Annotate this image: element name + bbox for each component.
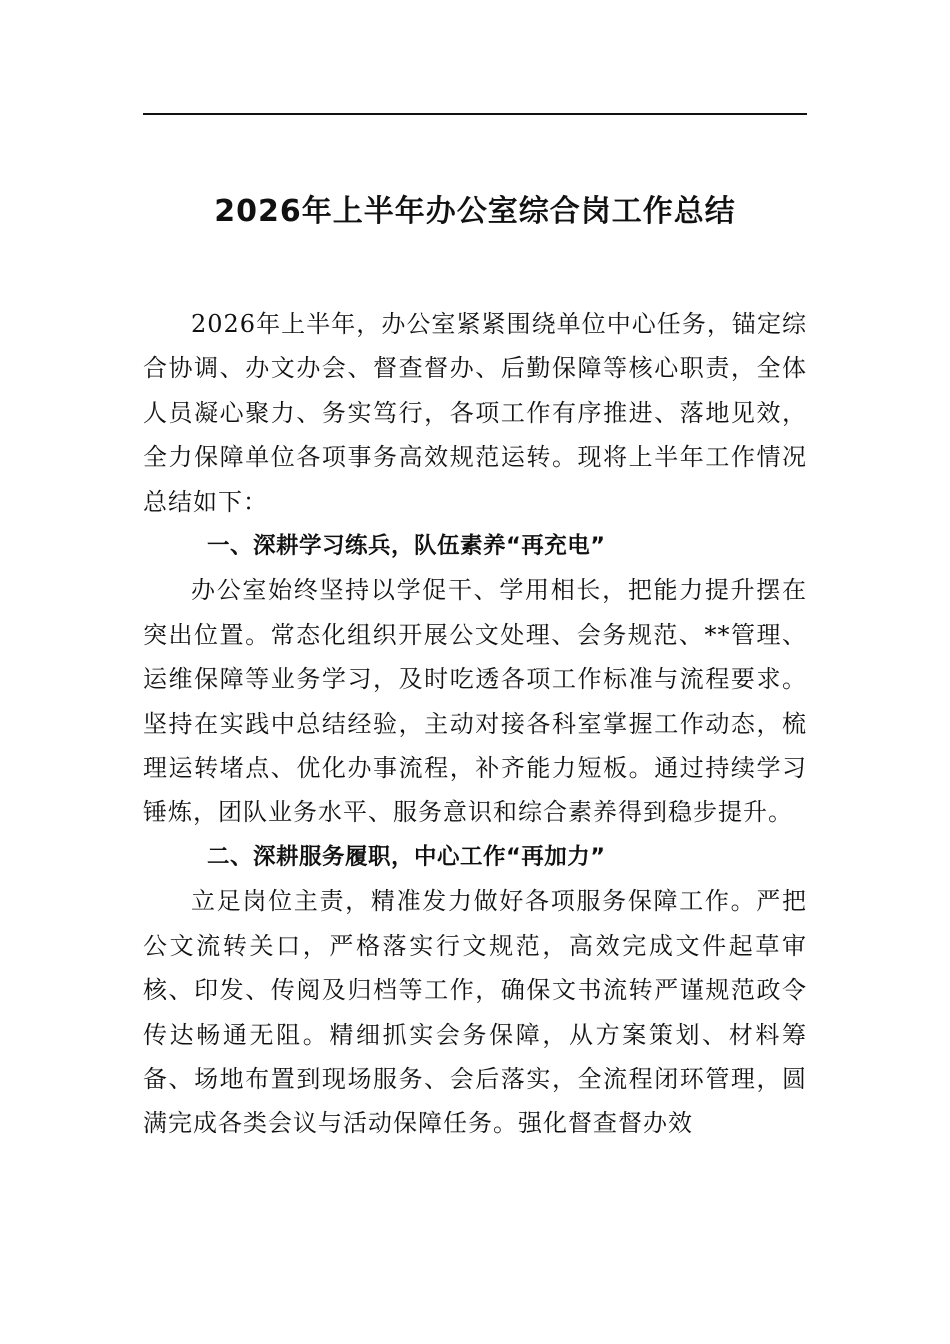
- header-rule: [143, 113, 807, 115]
- intro-paragraph: 2026年上半年，办公室紧紧围绕单位中心任务，锚定综合协调、办文办会、督查督办、后勤保障等核心职责，全体人员凝心聚力、务实笃行，各项工作有序推进、落地见效，全力保障单位各项事务高效规范运转。现将上半年工作情况总结如下：: [143, 310, 807, 516]
- document-body: [143, 302, 807, 1146]
- section-body-2: 立足岗位主责，精准发力做好各项服务保障工作。严把公文流转关口，严格落实行文规范，高效完成文件起草审核、印发、传阅及归档等工作，确保文书流转严谨规范政令传达畅通无阻。精细抓实会务保障，从方案策划、材料筹备、场地布置到现场服务、会后落实，全流程闭环管理，圆满完成各类会议与活动保障任务。强化督查督办效: [143, 887, 807, 1138]
- section-heading-2: 二、深耕服务履职，中心工作“再加力”: [207, 843, 606, 870]
- document-title: 2026年上半年办公室综合岗工作总结: [214, 194, 736, 229]
- section-body-1: 办公室始终坚持以学促干、学用相长，把能力提升摆在突出位置。常态化组织开展公文处理、会务规范、**管理、运维保障等业务学习，及时吃透各项工作标准与流程要求。坚持在实践中总结经验，主动对接各科室掌握工作动态，梳理运转堵点、优化办事流程，补齐能力短板。通过持续学习锤炼，团队业务水平、服务意识和综合素养得到稳步提升。: [143, 576, 807, 827]
- section-heading-1: 一、深耕学习练兵，队伍素养“再充电”: [207, 533, 606, 560]
